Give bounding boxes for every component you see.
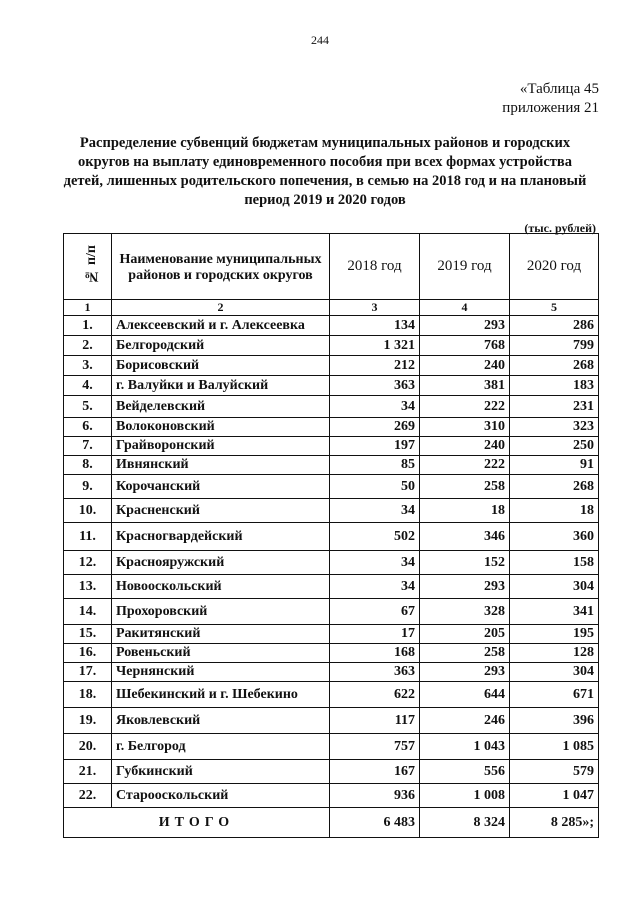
row-value-2018: 67 (330, 599, 420, 625)
row-district-name: Борисовский (112, 356, 330, 376)
row-value-2020: 250 (510, 437, 599, 456)
row-value-2018: 34 (330, 499, 420, 523)
document-title: Распределение субвенций бюджетам муниципальных районов и городских округов на выплату единовременного пособия при всех формах устройства детей, лишенных родительского попечения, в семью на 2018 год и на плановый период 2019 и 2020 годов (63, 135, 587, 208)
row-district-name: Губкинский (112, 760, 330, 784)
row-value-2019: 258 (420, 644, 510, 663)
row-number: 17. (64, 663, 112, 682)
table-row (64, 499, 599, 523)
row-number: 3. (64, 356, 112, 376)
reference-line-2: приложения 21 (502, 100, 599, 116)
table-row (64, 523, 599, 551)
row-number: 9. (64, 475, 112, 499)
row-value-2020: 91 (510, 456, 599, 475)
row-value-2019: 240 (420, 356, 510, 376)
row-value-2019: 346 (420, 523, 510, 551)
table-row (64, 682, 599, 708)
row-number: 13. (64, 575, 112, 599)
table-row (64, 760, 599, 784)
header-2019: 2019 год (420, 234, 510, 300)
row-district-name: Яковлевский (112, 708, 330, 734)
row-district-name: Корочанский (112, 475, 330, 499)
table-row (64, 663, 599, 682)
row-value-2018: 269 (330, 418, 420, 437)
row-district-name: Ракитянский (112, 625, 330, 644)
row-value-2018: 757 (330, 734, 420, 760)
row-number: 5. (64, 396, 112, 418)
column-index: 2 (112, 300, 330, 316)
row-value-2020: 579 (510, 760, 599, 784)
table-row (64, 437, 599, 456)
row-number: 15. (64, 625, 112, 644)
row-value-2018: 167 (330, 760, 420, 784)
row-value-2019: 293 (420, 663, 510, 682)
row-value-2019: 768 (420, 336, 510, 356)
row-district-name: Алексеевский и г. Алексеевка (112, 316, 330, 336)
row-number: 12. (64, 551, 112, 575)
row-value-2018: 34 (330, 575, 420, 599)
row-value-2020: 396 (510, 708, 599, 734)
row-value-2019: 293 (420, 316, 510, 336)
row-value-2018: 363 (330, 663, 420, 682)
total-2018: 6 483 (330, 808, 420, 838)
reference-line-1: «Таблица 45 (519, 81, 599, 97)
table-row (64, 625, 599, 644)
row-value-2018: 85 (330, 456, 420, 475)
row-district-name: Белгородский (112, 336, 330, 356)
row-value-2019: 293 (420, 575, 510, 599)
row-number: 14. (64, 599, 112, 625)
row-value-2018: 34 (330, 551, 420, 575)
row-number: 6. (64, 418, 112, 437)
row-value-2019: 310 (420, 418, 510, 437)
row-value-2020: 286 (510, 316, 599, 336)
row-number: 10. (64, 499, 112, 523)
row-value-2018: 134 (330, 316, 420, 336)
column-index: 1 (64, 300, 112, 316)
row-value-2018: 17 (330, 625, 420, 644)
row-value-2018: 502 (330, 523, 420, 551)
row-district-name: Чернянский (112, 663, 330, 682)
row-value-2019: 152 (420, 551, 510, 575)
row-district-name: Красногвардейский (112, 523, 330, 551)
row-value-2020: 341 (510, 599, 599, 625)
row-value-2020: 1 085 (510, 734, 599, 760)
row-number: 16. (64, 644, 112, 663)
row-value-2018: 1 321 (330, 336, 420, 356)
table-row (64, 784, 599, 808)
row-value-2019: 644 (420, 682, 510, 708)
header-num: № п/п (64, 234, 112, 300)
row-value-2020: 268 (510, 356, 599, 376)
row-value-2019: 1 008 (420, 784, 510, 808)
subsidy-table (63, 233, 599, 838)
row-value-2020: 158 (510, 551, 599, 575)
header-2020: 2020 год (510, 234, 599, 300)
row-value-2020: 18 (510, 499, 599, 523)
table-row (64, 734, 599, 760)
row-value-2019: 1 043 (420, 734, 510, 760)
row-number: 7. (64, 437, 112, 456)
row-district-name: г. Белгород (112, 734, 330, 760)
row-value-2019: 556 (420, 760, 510, 784)
table-row (64, 456, 599, 475)
table-row (64, 356, 599, 376)
row-value-2018: 622 (330, 682, 420, 708)
row-value-2020: 231 (510, 396, 599, 418)
row-value-2019: 258 (420, 475, 510, 499)
row-value-2020: 304 (510, 575, 599, 599)
row-value-2019: 18 (420, 499, 510, 523)
row-value-2018: 197 (330, 437, 420, 456)
row-value-2020: 304 (510, 663, 599, 682)
row-district-name: Вейделевский (112, 396, 330, 418)
page-number: 244 (311, 33, 329, 47)
row-value-2018: 212 (330, 356, 420, 376)
row-value-2020: 671 (510, 682, 599, 708)
row-number: 19. (64, 708, 112, 734)
table-row (64, 708, 599, 734)
column-index: 4 (420, 300, 510, 316)
row-number: 18. (64, 682, 112, 708)
row-value-2020: 360 (510, 523, 599, 551)
row-value-2019: 240 (420, 437, 510, 456)
row-value-2019: 222 (420, 396, 510, 418)
row-value-2020: 1 047 (510, 784, 599, 808)
row-district-name: Новооскольский (112, 575, 330, 599)
table-row (64, 396, 599, 418)
row-number: 4. (64, 376, 112, 396)
row-value-2018: 117 (330, 708, 420, 734)
row-number: 2. (64, 336, 112, 356)
row-district-name: Ровеньский (112, 644, 330, 663)
row-number: 20. (64, 734, 112, 760)
row-number: 21. (64, 760, 112, 784)
row-district-name: Краснояружский (112, 551, 330, 575)
row-value-2019: 205 (420, 625, 510, 644)
row-number: 22. (64, 784, 112, 808)
row-value-2019: 222 (420, 456, 510, 475)
row-number: 8. (64, 456, 112, 475)
column-index: 3 (330, 300, 420, 316)
table-row (64, 376, 599, 396)
row-value-2020: 799 (510, 336, 599, 356)
row-value-2020: 195 (510, 625, 599, 644)
row-value-2020: 268 (510, 475, 599, 499)
units-label: (тыс. рублей) (524, 221, 596, 235)
column-index-row (64, 300, 599, 316)
column-index: 5 (510, 300, 599, 316)
row-value-2019: 246 (420, 708, 510, 734)
header-name: Наименование муниципальных районов и городских округов (112, 234, 330, 300)
row-value-2018: 168 (330, 644, 420, 663)
table-row (64, 336, 599, 356)
row-district-name: Ивнянский (112, 456, 330, 475)
table-row (64, 644, 599, 663)
row-value-2018: 50 (330, 475, 420, 499)
row-district-name: Красненский (112, 499, 330, 523)
row-value-2018: 34 (330, 396, 420, 418)
table-row (64, 418, 599, 437)
table-header-row (64, 234, 599, 300)
table-row (64, 316, 599, 336)
total-row (64, 808, 599, 838)
row-value-2019: 381 (420, 376, 510, 396)
total-2020: 8 285»; (510, 808, 599, 838)
table-row (64, 475, 599, 499)
header-2018: 2018 год (330, 234, 420, 300)
row-district-name: Шебекинский и г. Шебекино (112, 682, 330, 708)
row-value-2018: 936 (330, 784, 420, 808)
row-district-name: г. Валуйки и Валуйский (112, 376, 330, 396)
row-district-name: Прохоровский (112, 599, 330, 625)
total-label: ИТОГО (64, 808, 330, 838)
total-2019: 8 324 (420, 808, 510, 838)
row-number: 11. (64, 523, 112, 551)
row-number: 1. (64, 316, 112, 336)
row-district-name: Старооскольский (112, 784, 330, 808)
row-value-2020: 323 (510, 418, 599, 437)
row-value-2020: 128 (510, 644, 599, 663)
row-value-2018: 363 (330, 376, 420, 396)
row-district-name: Грайворонский (112, 437, 330, 456)
row-district-name: Волоконовский (112, 418, 330, 437)
row-value-2020: 183 (510, 376, 599, 396)
row-value-2019: 328 (420, 599, 510, 625)
table-row (64, 575, 599, 599)
table-reference (502, 80, 599, 118)
table-row (64, 551, 599, 575)
table-row (64, 599, 599, 625)
